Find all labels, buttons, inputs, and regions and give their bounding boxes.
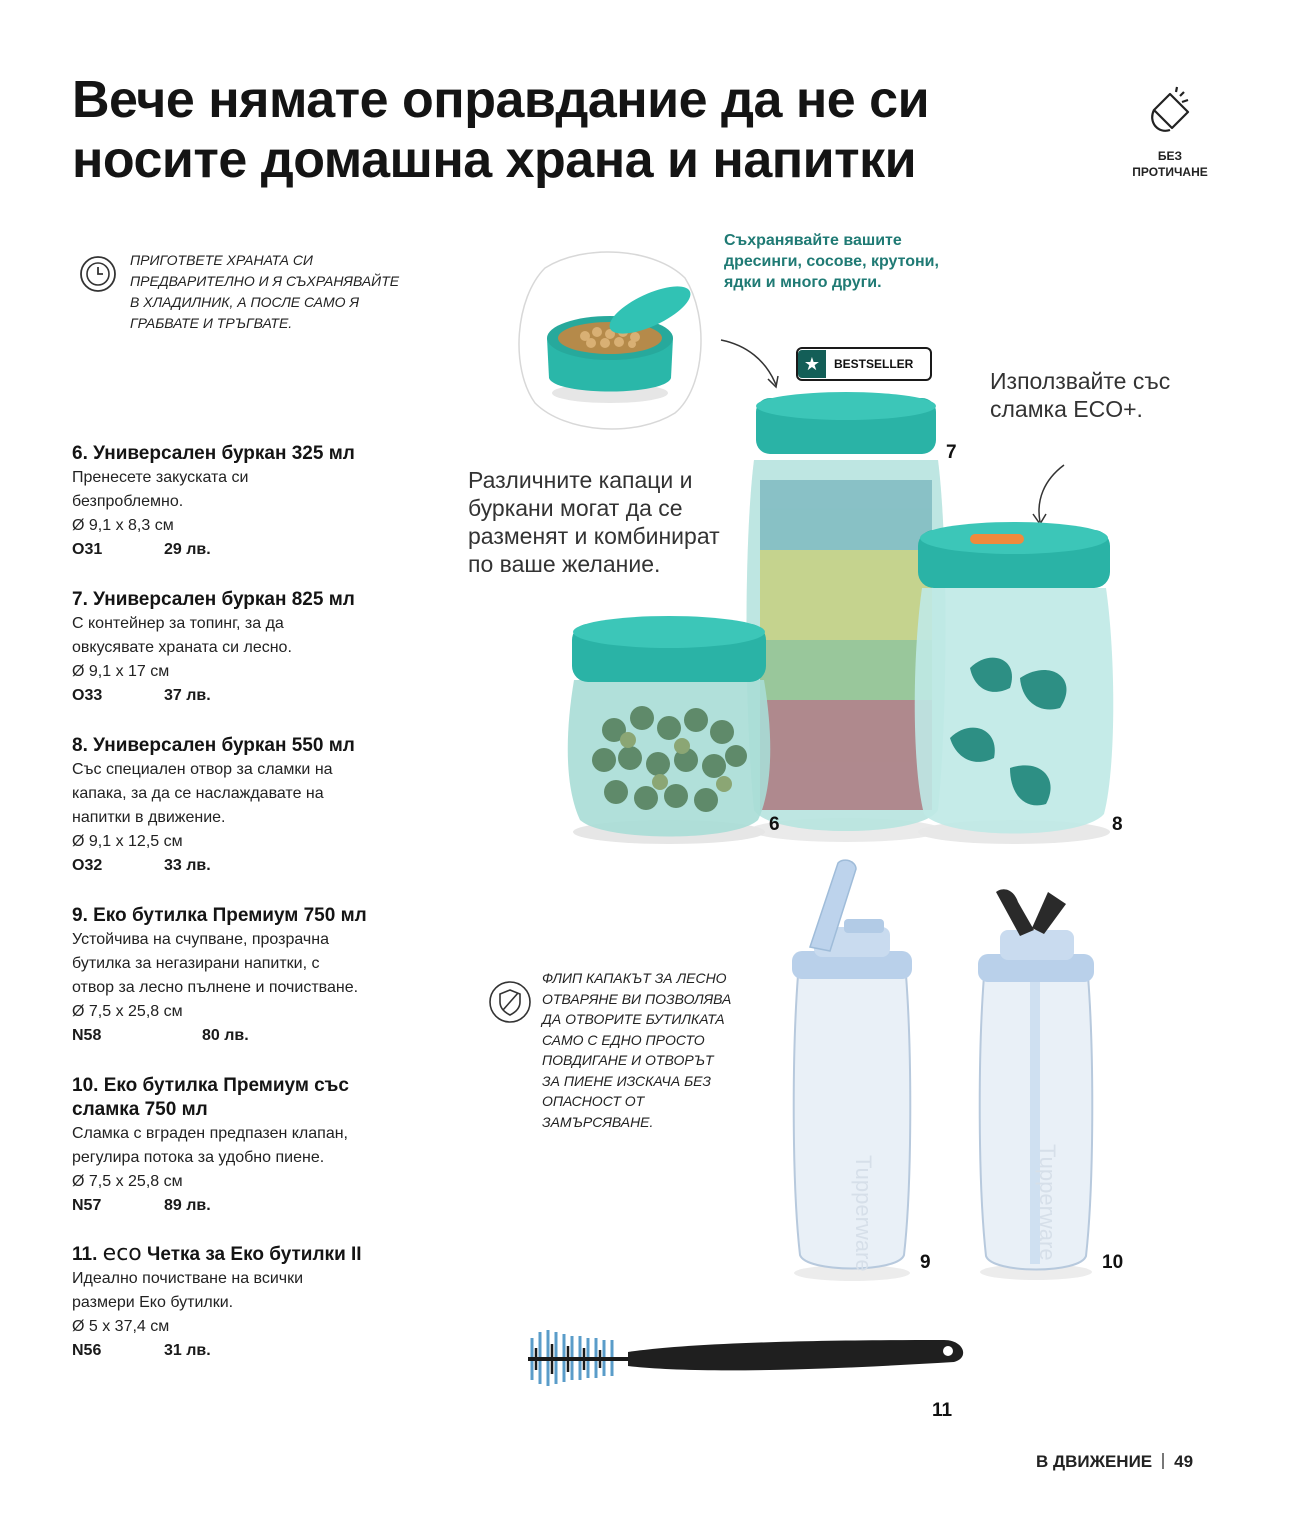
- product-code: N58: [72, 1027, 102, 1044]
- product-code: N56: [72, 1342, 102, 1359]
- product-price: 33 лв.: [164, 857, 211, 874]
- product-title: 9. Еко бутилка Премиум 750 мл: [72, 905, 367, 926]
- tip-prepare-text: ПРИГОТВЕТЕ ХРАНАТА СИ ПРЕДВАРИТЕЛНО И Я СЪХРАНЯВАЙТЕ В ХЛАДИЛНИК, А ПОСЛЕ САМО Я ГРАБВАТЕ И ТРЪГВАТЕ.: [130, 252, 400, 331]
- bottle-9-number: 9: [920, 1252, 931, 1273]
- product-desc: овкусявате храната си лесно.: [72, 639, 292, 656]
- bestseller-label: BESTSELLER: [834, 357, 914, 371]
- star-icon: ★: [798, 350, 826, 378]
- jar-550-image: [910, 518, 1118, 848]
- product-code: O31: [72, 541, 103, 558]
- product-title-text: Четка за Еко бутилки II: [147, 1244, 362, 1265]
- note-straw: Използвайте със сламка ECO+.: [990, 368, 1171, 422]
- product-size: Ø 5 x 37,4 см: [72, 1318, 170, 1335]
- inset-photo-container: [515, 248, 705, 433]
- product-price: 37 лв.: [164, 687, 211, 704]
- product-code: O32: [72, 857, 103, 874]
- product-10: [72, 1074, 462, 1218]
- page-footer: [1036, 1452, 1193, 1472]
- tip-flip-text: ФЛИП КАПАКЪТ ЗА ЛЕСНО ОТВАРЯНЕ ВИ ПОЗВОЛЯВА ДА ОТВОРИТЕ БУТИЛКАТА САМО С ЕДНО ПРОСТО ПОВДИГАНЕ И ОТВОРЪТ ЗА ПИЕНЕ ИЗСКАЧА БЕЗ ОПАСНОСТ ОТ ЗАМЪРСЯВАНЕ.: [542, 970, 732, 1130]
- arrow-icon: [716, 335, 786, 395]
- product-title: 7. Универсален буркан 825 мл: [72, 589, 355, 610]
- brush-image: [524, 1318, 974, 1398]
- footer-divider: [1162, 1453, 1164, 1469]
- shield-icon: [488, 980, 532, 1024]
- product-code: N57: [72, 1197, 102, 1214]
- product-price: 89 лв.: [164, 1197, 211, 1214]
- bottle-brand: Tupperware: [851, 1155, 876, 1272]
- product-11: [72, 1242, 462, 1363]
- product-desc: регулира потока за удобно пиене.: [72, 1149, 325, 1166]
- product-desc: напитки в движение.: [72, 809, 226, 826]
- page-title: [72, 70, 1072, 190]
- eco-logo: eco: [102, 1241, 142, 1266]
- product-desc: бутилка за негазирани напитки, с: [72, 955, 320, 972]
- product-desc: Със специален отвор за сламки на: [72, 761, 333, 778]
- product-number: 11.: [72, 1244, 98, 1265]
- product-size: Ø 9,1 x 17 см: [72, 663, 170, 680]
- product-price: 31 лв.: [164, 1342, 211, 1359]
- product-desc: Устойчива на счупване, прозрачна: [72, 931, 329, 948]
- product-size: Ø 7,5 x 25,8 см: [72, 1173, 183, 1190]
- product-8: [72, 734, 462, 878]
- bottle-brand: Tupperware: [1035, 1144, 1060, 1261]
- bestseller-badge: [796, 347, 932, 381]
- jar-6-number: 6: [769, 814, 780, 835]
- product-desc: размери Еко бутилки.: [72, 1294, 234, 1311]
- bottle-10-number: 10: [1102, 1252, 1124, 1273]
- title-line-2: носите домашна храна и напитки: [72, 131, 917, 189]
- product-desc: Пренесете закуската си: [72, 469, 249, 486]
- product-desc: Сламка с вграден предпазен клапан,: [72, 1125, 348, 1142]
- leak-proof-label-2: ПРОТИЧАНЕ: [1132, 165, 1208, 179]
- leak-proof-icon: [1140, 82, 1200, 142]
- bottle-straw-image: [974, 884, 1104, 1284]
- product-title: 8. Универсален буркан 550 мл: [72, 735, 355, 756]
- product-desc: отвор за лесно пълнене и почистване.: [72, 979, 359, 996]
- product-desc: Идеално почистване на всички: [72, 1270, 304, 1287]
- leak-proof-label-1: БЕЗ: [1157, 149, 1183, 163]
- title-line-1: Вече нямате оправдание да не си: [72, 71, 930, 129]
- note-storage: Съхранявайте вашите дресинги, сосове, крутони, ядки и много други.: [724, 232, 939, 291]
- product-7: [72, 588, 462, 708]
- note-swap: Различните капаци и буркани могат да се разменят и комбинират по ваше желание.: [468, 467, 720, 577]
- jar-8-number: 8: [1112, 814, 1123, 835]
- brush-11-number: 11: [932, 1400, 953, 1421]
- footer-section: В ДВИЖЕНИЕ: [1036, 1452, 1153, 1471]
- clock-icon: [78, 254, 118, 294]
- jar-325-image: [564, 610, 774, 850]
- product-size: Ø 7,5 x 25,8 см: [72, 1003, 183, 1020]
- product-desc: безпроблемно.: [72, 493, 184, 510]
- product-size: Ø 9,1 x 12,5 см: [72, 833, 183, 850]
- product-title: 6. Универсален буркан 325 мл: [72, 443, 355, 464]
- product-price: 80 лв.: [202, 1027, 249, 1044]
- product-desc: капака, за да се наслаждавате на: [72, 785, 324, 802]
- product-code: O33: [72, 687, 103, 704]
- product-title: 10. Еко бутилка Премиум със сламка 750 мл: [72, 1075, 349, 1120]
- product-desc: С контейнер за топинг, за да: [72, 615, 284, 632]
- product-6: [72, 442, 462, 562]
- leak-proof-badge: [1110, 82, 1230, 179]
- bottle-flip-image: [786, 855, 926, 1285]
- product-price: 29 лв.: [164, 541, 211, 558]
- jar-7-number: 7: [946, 442, 957, 463]
- product-9: [72, 904, 462, 1048]
- page-number: 49: [1174, 1452, 1194, 1471]
- product-size: Ø 9,1 x 8,3 см: [72, 517, 174, 534]
- product-title: [72, 1242, 462, 1267]
